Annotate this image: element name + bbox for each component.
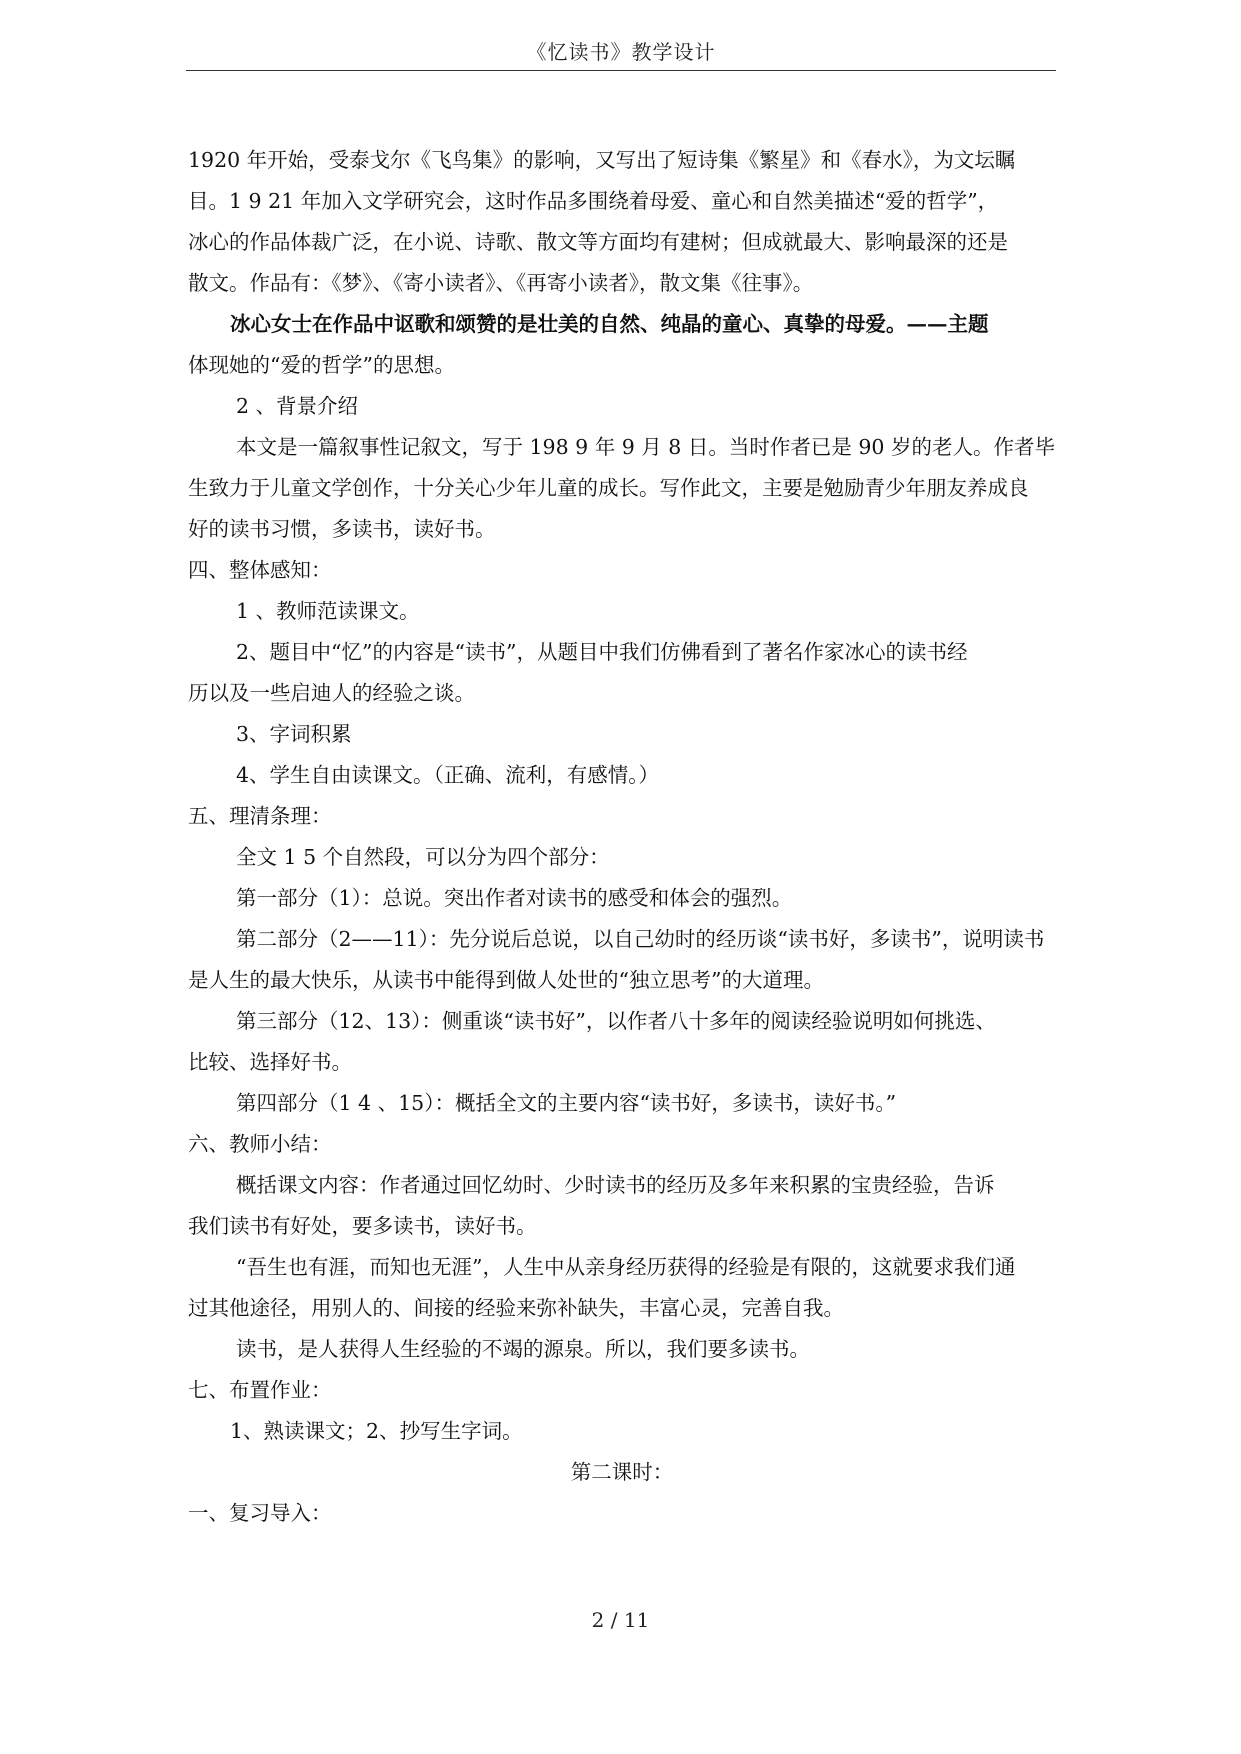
text-line: “吾生也有涯，而知也无涯”，人生中从亲身经历获得的经验是有限的，这就要求我们通 [236, 1255, 1016, 1279]
text-line: 概括课文内容：作者通过回忆幼时、少时读书的经历及多年来积累的宝贵经验，告诉 [236, 1173, 995, 1197]
text-line: 体现她的“爱的哲学”的思想。 [188, 353, 455, 377]
section-heading: 六、教师小结： [188, 1132, 332, 1156]
text-line: 比较、选择好书。 [188, 1050, 352, 1074]
text-line: 我们读书有好处，要多读书，读好书。 [188, 1214, 537, 1238]
text-line: 好的读书习惯，多读书，读好书。 [188, 517, 496, 541]
text-line: 是人生的最大快乐，从读书中能得到做人处世的“独立思考”的大道理。 [188, 968, 824, 992]
bold-theme-line: 冰心女士在作品中讴歌和颂赞的是壮美的自然、纯晶的童心、真挚的母爱。——主题 [230, 312, 989, 336]
text-line: 全文 1 5 个自然段，可以分为四个部分： [236, 845, 610, 869]
section-heading: 七、布置作业： [188, 1378, 332, 1402]
list-item: 3、字词积累 [236, 722, 352, 746]
section-heading: 一、复习导入： [188, 1501, 332, 1525]
subheading: 2 、背景介绍 [236, 394, 359, 418]
section-heading: 五、理清条理： [188, 804, 332, 828]
text-line: 过其他途径，用别人的、间接的经验来弥补缺失，丰富心灵，完善自我。 [188, 1296, 844, 1320]
text-line: 冰心的作品体裁广泛，在小说、诗歌、散文等方面均有建树；但成就最大、影响最深的还是 [188, 230, 1008, 254]
text-line: 目。1 9 21 年加入文学研究会，这时作品多围绕着母爱、童心和自然美描述“爱的哲学”， [188, 189, 999, 213]
list-item: 2、题目中“忆”的内容是“读书”，从题目中我们仿佛看到了著名作家冰心的读书经 [236, 640, 968, 664]
text-line: 1920 年开始，受泰戈尔《飞鸟集》的影响，又写出了短诗集《繁星》和《春水》，为文坛瞩 [188, 148, 1016, 172]
page-number: 2 / 11 [591, 1608, 650, 1632]
text-line: 读书，是人获得人生经验的不竭的源泉。所以，我们要多读书。 [236, 1337, 810, 1361]
page-header-title: 《忆读书》教学设计 [526, 40, 716, 64]
header-rule [186, 70, 1056, 71]
text-line: 第一部分（1）：总说。突出作者对读书的感受和体会的强烈。 [236, 886, 793, 910]
text-line: 本文是一篇叙事性记叙文，写于 198 9 年 9 月 8 日。当时作者已是 90 岁的老人。作者毕 [236, 435, 1055, 459]
text-line: 第二部分（2——11）：先分说后总说，以自己幼时的经历谈“读书好，多读书”，说明读书 [236, 927, 1045, 951]
text-line: 散文。作品有：《梦》、《寄小读者》、《再寄小读者》，散文集《往事》。 [188, 271, 814, 295]
list-item: 4、学生自由读课文。（正确、流利，有感情。） [236, 763, 660, 787]
list-item: 1 、教师范读课文。 [236, 599, 420, 623]
section-heading: 四、整体感知： [188, 558, 332, 582]
text-line: 历以及一些启迪人的经验之谈。 [188, 681, 475, 705]
text-line: 1、熟读课文；2、抄写生字词。 [230, 1419, 523, 1443]
text-line: 生致力于儿童文学创作，十分关心少年儿童的成长。写作此文，主要是勉励青少年朋友养成良 [188, 476, 1029, 500]
document-body [188, 146, 1056, 1540]
text-line: 第三部分（12、13）：侧重谈“读书好”，以作者八十多年的阅读经验说明如何挑选、 [236, 1009, 996, 1033]
text-line: 第四部分（1 4 、15）：概括全文的主要内容“读书好，多读书，读好书。” [236, 1091, 897, 1115]
lesson-heading: 第二课时： [570, 1460, 674, 1484]
